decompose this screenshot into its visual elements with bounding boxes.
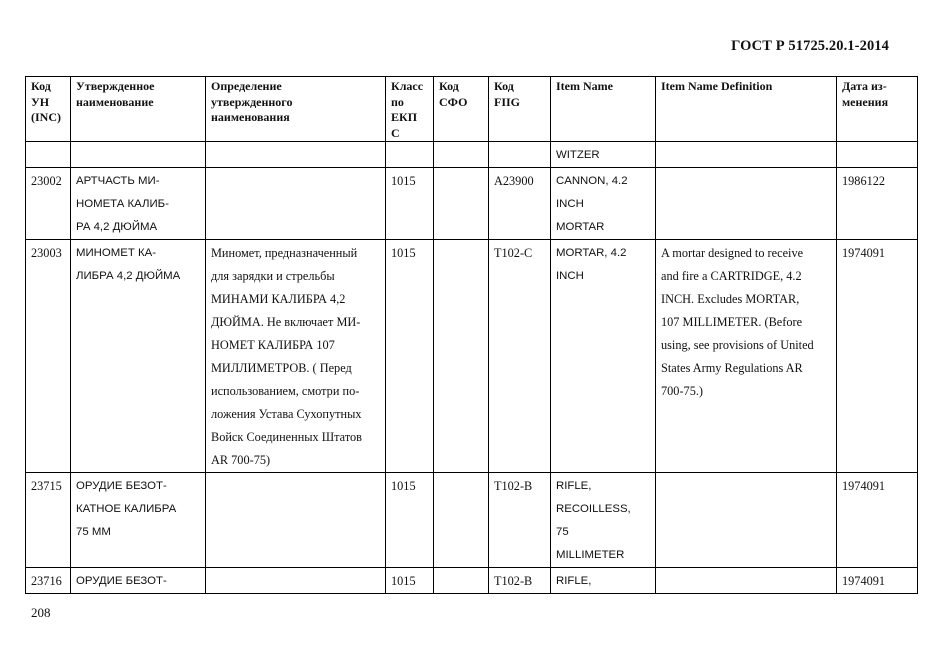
cell-sfo: [434, 142, 489, 168]
cell-item-name: MORTAR, 4.2 INCH: [551, 240, 656, 473]
cell-change-date: 1974091: [837, 568, 918, 594]
cell-definition: [206, 142, 386, 168]
cell-inc: 23002: [26, 168, 71, 240]
cell-class: 1015: [386, 473, 434, 568]
cell-item-name: WITZER: [551, 142, 656, 168]
cell-approved-name: ОРУДИЕ БЕЗОТ- КАТНОЕ КАЛИБРА 75 ММ: [71, 473, 206, 568]
col-header-inc: Код УН (INC): [26, 77, 71, 142]
cell-definition: [206, 168, 386, 240]
cell-sfo: [434, 568, 489, 594]
table-row: [26, 240, 918, 473]
cell-inc: 23003: [26, 240, 71, 473]
cell-item-name: RIFLE,: [551, 568, 656, 594]
cell-definition: [206, 568, 386, 594]
col-header-approved-name: Утвержденное наименование: [71, 77, 206, 142]
table-row: [26, 473, 918, 568]
cell-item-definition: [656, 473, 837, 568]
table-row: [26, 142, 918, 168]
page-number: 208: [31, 605, 51, 620]
cell-change-date: [837, 142, 918, 168]
cell-approved-name: МИНОМЕТ КА- ЛИБРА 4,2 ДЮЙМА: [71, 240, 206, 473]
col-header-definition: Определение утвержденного наименования: [206, 77, 386, 142]
cell-definition: Миномет, предназначенный для зарядки и стрельбы МИНАМИ КАЛИБРА 4,2 ДЮЙМА. Не включает МИ- НОМЕТ КАЛИБРА 107 МИЛЛИМЕТРОВ. ( Перед использованием, смотри по- ложения Устава Сухопутных Войск Соединенных Штатов AR 700-75): [206, 240, 386, 473]
cell-inc: [26, 142, 71, 168]
header-row: [26, 77, 918, 142]
col-header-sfo: Код СФО: [434, 77, 489, 142]
cell-change-date: 1986122: [837, 168, 918, 240]
cell-change-date: 1974091: [837, 240, 918, 473]
cell-sfo: [434, 473, 489, 568]
cell-fiig: T102-B: [489, 473, 551, 568]
cell-item-definition: A mortar designed to receive and fire a CARTRIDGE, 4.2 INCH. Excludes MORTAR, 107 MILLIMETER. (Before using, see provisions of United States Army Regulations AR 700-75.): [656, 240, 837, 473]
cell-definition: [206, 473, 386, 568]
cell-class: 1015: [386, 240, 434, 473]
cell-sfo: [434, 168, 489, 240]
cell-inc: 23716: [26, 568, 71, 594]
cell-item-definition: [656, 568, 837, 594]
cell-item-name: CANNON, 4.2 INCH MORTAR: [551, 168, 656, 240]
cell-sfo: [434, 240, 489, 473]
document-code: ГОСТ Р 51725.20.1-2014: [731, 38, 889, 54]
cell-class: 1015: [386, 568, 434, 594]
cell-change-date: 1974091: [837, 473, 918, 568]
cell-class: [386, 142, 434, 168]
cell-fiig: [489, 142, 551, 168]
col-header-class: Класс по ЕКП С: [386, 77, 434, 142]
cell-fiig: T102-B: [489, 568, 551, 594]
col-header-change-date: Дата из- менения: [837, 77, 918, 142]
col-header-fiig: Код FIIG: [489, 77, 551, 142]
cell-approved-name: [71, 142, 206, 168]
cell-class: 1015: [386, 168, 434, 240]
table-row: [26, 168, 918, 240]
nomenclature-table: [25, 76, 918, 594]
cell-item-definition: [656, 168, 837, 240]
cell-item-definition: [656, 142, 837, 168]
cell-approved-name: ОРУДИЕ БЕЗОТ-: [71, 568, 206, 594]
cell-inc: 23715: [26, 473, 71, 568]
cell-item-name: RIFLE, RECOILLESS, 75 MILLIMETER: [551, 473, 656, 568]
cell-fiig: T102-C: [489, 240, 551, 473]
cell-fiig: A23900: [489, 168, 551, 240]
cell-approved-name: АРТЧАСТЬ МИ- НОМЕТА КАЛИБ- РА 4,2 ДЮЙМА: [71, 168, 206, 240]
table-row: [26, 568, 918, 594]
col-header-item-name: Item Name: [551, 77, 656, 142]
col-header-item-definition: Item Name Definition: [656, 77, 837, 142]
